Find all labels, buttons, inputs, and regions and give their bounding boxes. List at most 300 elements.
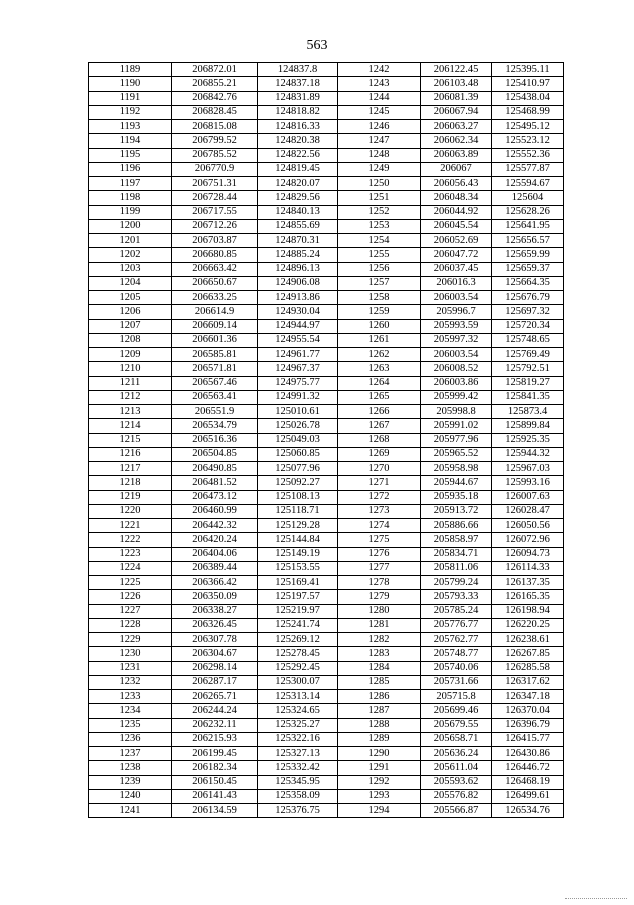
table-cell: 206490.85 — [172, 462, 258, 476]
table-cell: 1240 — [89, 789, 172, 803]
table-cell: 125873.4 — [492, 405, 564, 419]
table-cell: 125278.45 — [258, 647, 338, 661]
table-cell: 1231 — [89, 661, 172, 675]
table-cell: 124961.77 — [258, 348, 338, 362]
table-cell: 126396.79 — [492, 718, 564, 732]
table-row — [89, 604, 564, 618]
table-cell: 124816.33 — [258, 120, 338, 134]
table-cell: 1253 — [338, 219, 421, 233]
table-cell: 205785.24 — [421, 604, 492, 618]
table-cell: 126317.62 — [492, 675, 564, 689]
table-cell: 1208 — [89, 333, 172, 347]
table-cell: 1268 — [338, 433, 421, 447]
table-cell: 1285 — [338, 675, 421, 689]
table-cell: 1281 — [338, 618, 421, 632]
table-cell: 1210 — [89, 362, 172, 376]
table-cell: 1232 — [89, 675, 172, 689]
table-cell: 1189 — [89, 63, 172, 77]
table-row — [89, 105, 564, 119]
table-cell: 205576.82 — [421, 789, 492, 803]
table-cell: 1272 — [338, 490, 421, 504]
table-cell: 125594.67 — [492, 177, 564, 191]
table-cell: 1226 — [89, 590, 172, 604]
table-cell: 124885.24 — [258, 248, 338, 262]
table-cell: 1205 — [89, 291, 172, 305]
table-cell: 206650.67 — [172, 276, 258, 290]
table-cell: 1247 — [338, 134, 421, 148]
table-cell: 125149.19 — [258, 547, 338, 561]
table-cell: 206048.34 — [421, 191, 492, 205]
table-cell: 206150.45 — [172, 775, 258, 789]
table-cell: 1215 — [89, 433, 172, 447]
table-row — [89, 319, 564, 333]
table-cell: 205658.71 — [421, 732, 492, 746]
table-cell: 125077.96 — [258, 462, 338, 476]
table-cell: 1236 — [89, 732, 172, 746]
table-row — [89, 462, 564, 476]
table-cell: 206551.9 — [172, 405, 258, 419]
table-cell: 206855.21 — [172, 77, 258, 91]
table-row — [89, 504, 564, 518]
table-cell: 205679.55 — [421, 718, 492, 732]
table-cell: 124829.56 — [258, 191, 338, 205]
table-cell: 125026.78 — [258, 419, 338, 433]
table-row — [89, 77, 564, 91]
table-cell: 1255 — [338, 248, 421, 262]
table-cell: 1212 — [89, 390, 172, 404]
table-cell: 125792.51 — [492, 362, 564, 376]
table-row — [89, 490, 564, 504]
table-cell: 126220.25 — [492, 618, 564, 632]
table-cell: 205858.97 — [421, 533, 492, 547]
table-cell: 1280 — [338, 604, 421, 618]
table-cell: 1241 — [89, 804, 172, 818]
table-cell: 206717.55 — [172, 205, 258, 219]
table-cell: 1252 — [338, 205, 421, 219]
table-cell: 1194 — [89, 134, 172, 148]
table-cell: 125324.65 — [258, 704, 338, 718]
table-row — [89, 533, 564, 547]
table-cell: 1273 — [338, 504, 421, 518]
table-cell: 206298.14 — [172, 661, 258, 675]
table-row — [89, 63, 564, 77]
table-cell: 125219.97 — [258, 604, 338, 618]
table-cell: 125944.32 — [492, 447, 564, 461]
table-cell: 126499.61 — [492, 789, 564, 803]
table-cell: 206534.79 — [172, 419, 258, 433]
table-cell: 1207 — [89, 319, 172, 333]
table-cell: 124820.38 — [258, 134, 338, 148]
table-cell: 125010.61 — [258, 405, 338, 419]
table-cell: 125659.99 — [492, 248, 564, 262]
table-cell: 126430.86 — [492, 747, 564, 761]
table-cell: 1282 — [338, 633, 421, 647]
table-cell: 124870.31 — [258, 234, 338, 248]
table-cell: 205636.24 — [421, 747, 492, 761]
table-cell: 1197 — [89, 177, 172, 191]
table-cell: 1245 — [338, 105, 421, 119]
table-cell: 125327.13 — [258, 747, 338, 761]
table-cell: 206045.54 — [421, 219, 492, 233]
table-row — [89, 732, 564, 746]
table-cell: 1284 — [338, 661, 421, 675]
table-cell: 126347.18 — [492, 690, 564, 704]
table-cell: 125395.11 — [492, 63, 564, 77]
table-cell: 126114.33 — [492, 561, 564, 575]
table-cell: 1196 — [89, 162, 172, 176]
table-cell: 206842.76 — [172, 91, 258, 105]
page-number: 563 — [306, 38, 328, 53]
table-cell: 1239 — [89, 775, 172, 789]
table-row — [89, 547, 564, 561]
table-cell: 1262 — [338, 348, 421, 362]
table-cell: 1242 — [338, 63, 421, 77]
table-cell: 206728.44 — [172, 191, 258, 205]
table-cell: 1199 — [89, 205, 172, 219]
table-cell: 1259 — [338, 305, 421, 319]
table-cell: 206232.11 — [172, 718, 258, 732]
table-cell: 205611.04 — [421, 761, 492, 775]
table-row — [89, 376, 564, 390]
table-row — [89, 234, 564, 248]
table-row — [89, 276, 564, 290]
table-cell: 125656.57 — [492, 234, 564, 248]
table-cell: 1202 — [89, 248, 172, 262]
table-row — [89, 690, 564, 704]
table-cell: 1222 — [89, 533, 172, 547]
table-cell: 206062.34 — [421, 134, 492, 148]
table-cell: 124930.04 — [258, 305, 338, 319]
table-cell: 126198.94 — [492, 604, 564, 618]
table-cell: 1243 — [338, 77, 421, 91]
table-cell: 125604 — [492, 191, 564, 205]
table-cell: 1265 — [338, 390, 421, 404]
table-cell: 1250 — [338, 177, 421, 191]
table-cell: 1249 — [338, 162, 421, 176]
table-cell: 125628.26 — [492, 205, 564, 219]
table-cell: 125376.75 — [258, 804, 338, 818]
table-cell: 124896.13 — [258, 262, 338, 276]
table-cell: 125659.37 — [492, 262, 564, 276]
table-cell: 206003.54 — [421, 348, 492, 362]
table-cell: 205811.06 — [421, 561, 492, 575]
table-cell: 206338.27 — [172, 604, 258, 618]
table-cell: 1286 — [338, 690, 421, 704]
table-cell: 206442.32 — [172, 519, 258, 533]
table-cell: 125153.55 — [258, 561, 338, 575]
table-cell: 205715.8 — [421, 690, 492, 704]
table-cell: 125129.28 — [258, 519, 338, 533]
table-row — [89, 333, 564, 347]
table-cell: 206037.45 — [421, 262, 492, 276]
table-cell: 1216 — [89, 447, 172, 461]
table-cell: 125697.32 — [492, 305, 564, 319]
table-row — [89, 775, 564, 789]
table-row — [89, 576, 564, 590]
table-cell: 206785.52 — [172, 148, 258, 162]
table-cell: 125269.12 — [258, 633, 338, 647]
table-cell: 206199.45 — [172, 747, 258, 761]
table-cell: 125332.42 — [258, 761, 338, 775]
table-cell: 1292 — [338, 775, 421, 789]
table-cell: 1206 — [89, 305, 172, 319]
table-row — [89, 476, 564, 490]
table-cell: 126050.56 — [492, 519, 564, 533]
table-row — [89, 120, 564, 134]
table-cell: 206563.41 — [172, 390, 258, 404]
table-cell: 125322.16 — [258, 732, 338, 746]
table-cell: 206287.17 — [172, 675, 258, 689]
table-cell: 206141.43 — [172, 789, 258, 803]
table-cell: 1238 — [89, 761, 172, 775]
table-row — [89, 804, 564, 818]
table-cell: 125899.84 — [492, 419, 564, 433]
table-cell: 1246 — [338, 120, 421, 134]
table-cell: 206799.52 — [172, 134, 258, 148]
table-cell: 1233 — [89, 690, 172, 704]
table-cell: 1220 — [89, 504, 172, 518]
table-cell: 206680.85 — [172, 248, 258, 262]
table-cell: 206122.45 — [421, 63, 492, 77]
table-cell: 126415.77 — [492, 732, 564, 746]
table-cell: 206609.14 — [172, 319, 258, 333]
table-cell: 126285.58 — [492, 661, 564, 675]
table-cell: 205958.98 — [421, 462, 492, 476]
table-cell: 1224 — [89, 561, 172, 575]
table-row — [89, 362, 564, 376]
table-cell: 125108.13 — [258, 490, 338, 504]
table-cell: 206404.06 — [172, 547, 258, 561]
table-cell: 125720.34 — [492, 319, 564, 333]
table-cell: 206182.34 — [172, 761, 258, 775]
table-cell: 1192 — [89, 105, 172, 119]
table-cell: 126072.96 — [492, 533, 564, 547]
table-cell: 1219 — [89, 490, 172, 504]
table-cell: 1275 — [338, 533, 421, 547]
table-cell: 124831.89 — [258, 91, 338, 105]
table-cell: 1289 — [338, 732, 421, 746]
table-cell: 205996.7 — [421, 305, 492, 319]
table-cell: 206770.9 — [172, 162, 258, 176]
table-cell: 1230 — [89, 647, 172, 661]
table-cell: 205740.06 — [421, 661, 492, 675]
table-cell: 206134.59 — [172, 804, 258, 818]
table-cell: 1283 — [338, 647, 421, 661]
table-cell: 125967.03 — [492, 462, 564, 476]
table-row — [89, 191, 564, 205]
table-cell: 1263 — [338, 362, 421, 376]
table-row — [89, 789, 564, 803]
coordinates-table-body — [89, 63, 564, 818]
table-cell: 206016.3 — [421, 276, 492, 290]
table-cell: 206003.86 — [421, 376, 492, 390]
table-cell: 206067.94 — [421, 105, 492, 119]
table-cell: 126137.35 — [492, 576, 564, 590]
table-cell: 206103.48 — [421, 77, 492, 91]
table-cell: 124855.69 — [258, 219, 338, 233]
table-cell: 1217 — [89, 462, 172, 476]
table-cell: 125410.97 — [492, 77, 564, 91]
table-cell: 124913.86 — [258, 291, 338, 305]
table-cell: 124840.13 — [258, 205, 338, 219]
table-cell: 1274 — [338, 519, 421, 533]
table-cell: 206081.39 — [421, 91, 492, 105]
table-cell: 1229 — [89, 633, 172, 647]
table-row — [89, 405, 564, 419]
table-row — [89, 718, 564, 732]
table-cell: 1271 — [338, 476, 421, 490]
table-cell: 205793.33 — [421, 590, 492, 604]
table-cell: 1200 — [89, 219, 172, 233]
table-cell: 205965.52 — [421, 447, 492, 461]
coordinates-table — [88, 62, 564, 818]
table-cell: 1198 — [89, 191, 172, 205]
table-row — [89, 305, 564, 319]
table-cell: 125358.09 — [258, 789, 338, 803]
table-cell: 206567.46 — [172, 376, 258, 390]
table-cell: 125841.35 — [492, 390, 564, 404]
table-cell: 124955.54 — [258, 333, 338, 347]
table-cell: 1294 — [338, 804, 421, 818]
table-row — [89, 162, 564, 176]
table-cell: 206307.78 — [172, 633, 258, 647]
table-cell: 206601.36 — [172, 333, 258, 347]
table-row — [89, 661, 564, 675]
table-cell: 1235 — [89, 718, 172, 732]
table-cell: 124818.82 — [258, 105, 338, 119]
table-cell: 1261 — [338, 333, 421, 347]
table-cell: 1293 — [338, 789, 421, 803]
table-cell: 1195 — [89, 148, 172, 162]
table-cell: 126165.35 — [492, 590, 564, 604]
table-cell: 125676.79 — [492, 291, 564, 305]
table-cell: 125345.95 — [258, 775, 338, 789]
table-row — [89, 433, 564, 447]
table-cell: 125664.35 — [492, 276, 564, 290]
table-cell: 1203 — [89, 262, 172, 276]
table-cell: 205699.46 — [421, 704, 492, 718]
table-cell: 1256 — [338, 262, 421, 276]
table-cell: 206504.85 — [172, 447, 258, 461]
table-cell: 1290 — [338, 747, 421, 761]
table-cell: 1291 — [338, 761, 421, 775]
table-cell: 125641.95 — [492, 219, 564, 233]
table-cell: 125060.85 — [258, 447, 338, 461]
table-row — [89, 618, 564, 632]
table-cell: 1244 — [338, 91, 421, 105]
table-cell: 1193 — [89, 120, 172, 134]
table-cell: 1234 — [89, 704, 172, 718]
table-cell: 125438.04 — [492, 91, 564, 105]
table-row — [89, 177, 564, 191]
table-cell: 206063.27 — [421, 120, 492, 134]
table-cell: 1288 — [338, 718, 421, 732]
table-cell: 125313.14 — [258, 690, 338, 704]
table-cell: 126238.61 — [492, 633, 564, 647]
table-cell: 1213 — [89, 405, 172, 419]
table-cell: 206473.12 — [172, 490, 258, 504]
table-row — [89, 675, 564, 689]
table-cell: 124944.97 — [258, 319, 338, 333]
table-cell: 1277 — [338, 561, 421, 575]
table-cell: 206389.44 — [172, 561, 258, 575]
table-cell: 1190 — [89, 77, 172, 91]
table-cell: 126534.76 — [492, 804, 564, 818]
table-row — [89, 761, 564, 775]
table-cell: 1237 — [89, 747, 172, 761]
table-cell: 205566.87 — [421, 804, 492, 818]
table-cell: 125495.12 — [492, 120, 564, 134]
table-cell: 206265.71 — [172, 690, 258, 704]
table-cell: 1228 — [89, 618, 172, 632]
table-cell: 1218 — [89, 476, 172, 490]
table-cell: 125769.49 — [492, 348, 564, 362]
table-row — [89, 148, 564, 162]
table-cell: 125523.12 — [492, 134, 564, 148]
table-cell: 205834.71 — [421, 547, 492, 561]
table-row — [89, 291, 564, 305]
table-cell: 206872.01 — [172, 63, 258, 77]
table-cell: 126370.04 — [492, 704, 564, 718]
table-cell: 1227 — [89, 604, 172, 618]
table-cell: 205886.66 — [421, 519, 492, 533]
table-cell: 1278 — [338, 576, 421, 590]
table-cell: 126468.19 — [492, 775, 564, 789]
table-cell: 125925.35 — [492, 433, 564, 447]
table-cell: 125292.45 — [258, 661, 338, 675]
table-cell: 1267 — [338, 419, 421, 433]
table-cell: 124906.08 — [258, 276, 338, 290]
table-cell: 205991.02 — [421, 419, 492, 433]
table-cell: 206366.42 — [172, 576, 258, 590]
table-cell: 125118.71 — [258, 504, 338, 518]
table-cell: 206003.54 — [421, 291, 492, 305]
table-row — [89, 205, 564, 219]
table-row — [89, 447, 564, 461]
table-cell: 205776.77 — [421, 618, 492, 632]
table-row — [89, 704, 564, 718]
table-cell: 125468.99 — [492, 105, 564, 119]
table-cell: 124967.37 — [258, 362, 338, 376]
table-row — [89, 134, 564, 148]
table-cell: 206063.89 — [421, 148, 492, 162]
footer-mark — [565, 898, 627, 900]
table-cell: 206703.87 — [172, 234, 258, 248]
table-cell: 1279 — [338, 590, 421, 604]
table-cell: 1260 — [338, 319, 421, 333]
table-cell: 205762.77 — [421, 633, 492, 647]
table-cell: 206585.81 — [172, 348, 258, 362]
table-row — [89, 561, 564, 575]
table-cell: 126007.63 — [492, 490, 564, 504]
table-cell: 125144.84 — [258, 533, 338, 547]
table-cell: 126094.73 — [492, 547, 564, 561]
table-row — [89, 419, 564, 433]
table-cell: 206516.36 — [172, 433, 258, 447]
table-cell: 206815.08 — [172, 120, 258, 134]
table-cell: 206304.67 — [172, 647, 258, 661]
table-row — [89, 390, 564, 404]
table-cell: 206633.25 — [172, 291, 258, 305]
table-cell: 205593.62 — [421, 775, 492, 789]
table-cell: 206828.45 — [172, 105, 258, 119]
table-cell: 1264 — [338, 376, 421, 390]
table-cell: 124820.07 — [258, 177, 338, 191]
table-cell: 1225 — [89, 576, 172, 590]
table-cell: 1251 — [338, 191, 421, 205]
table-cell: 1191 — [89, 91, 172, 105]
table-cell: 206460.99 — [172, 504, 258, 518]
